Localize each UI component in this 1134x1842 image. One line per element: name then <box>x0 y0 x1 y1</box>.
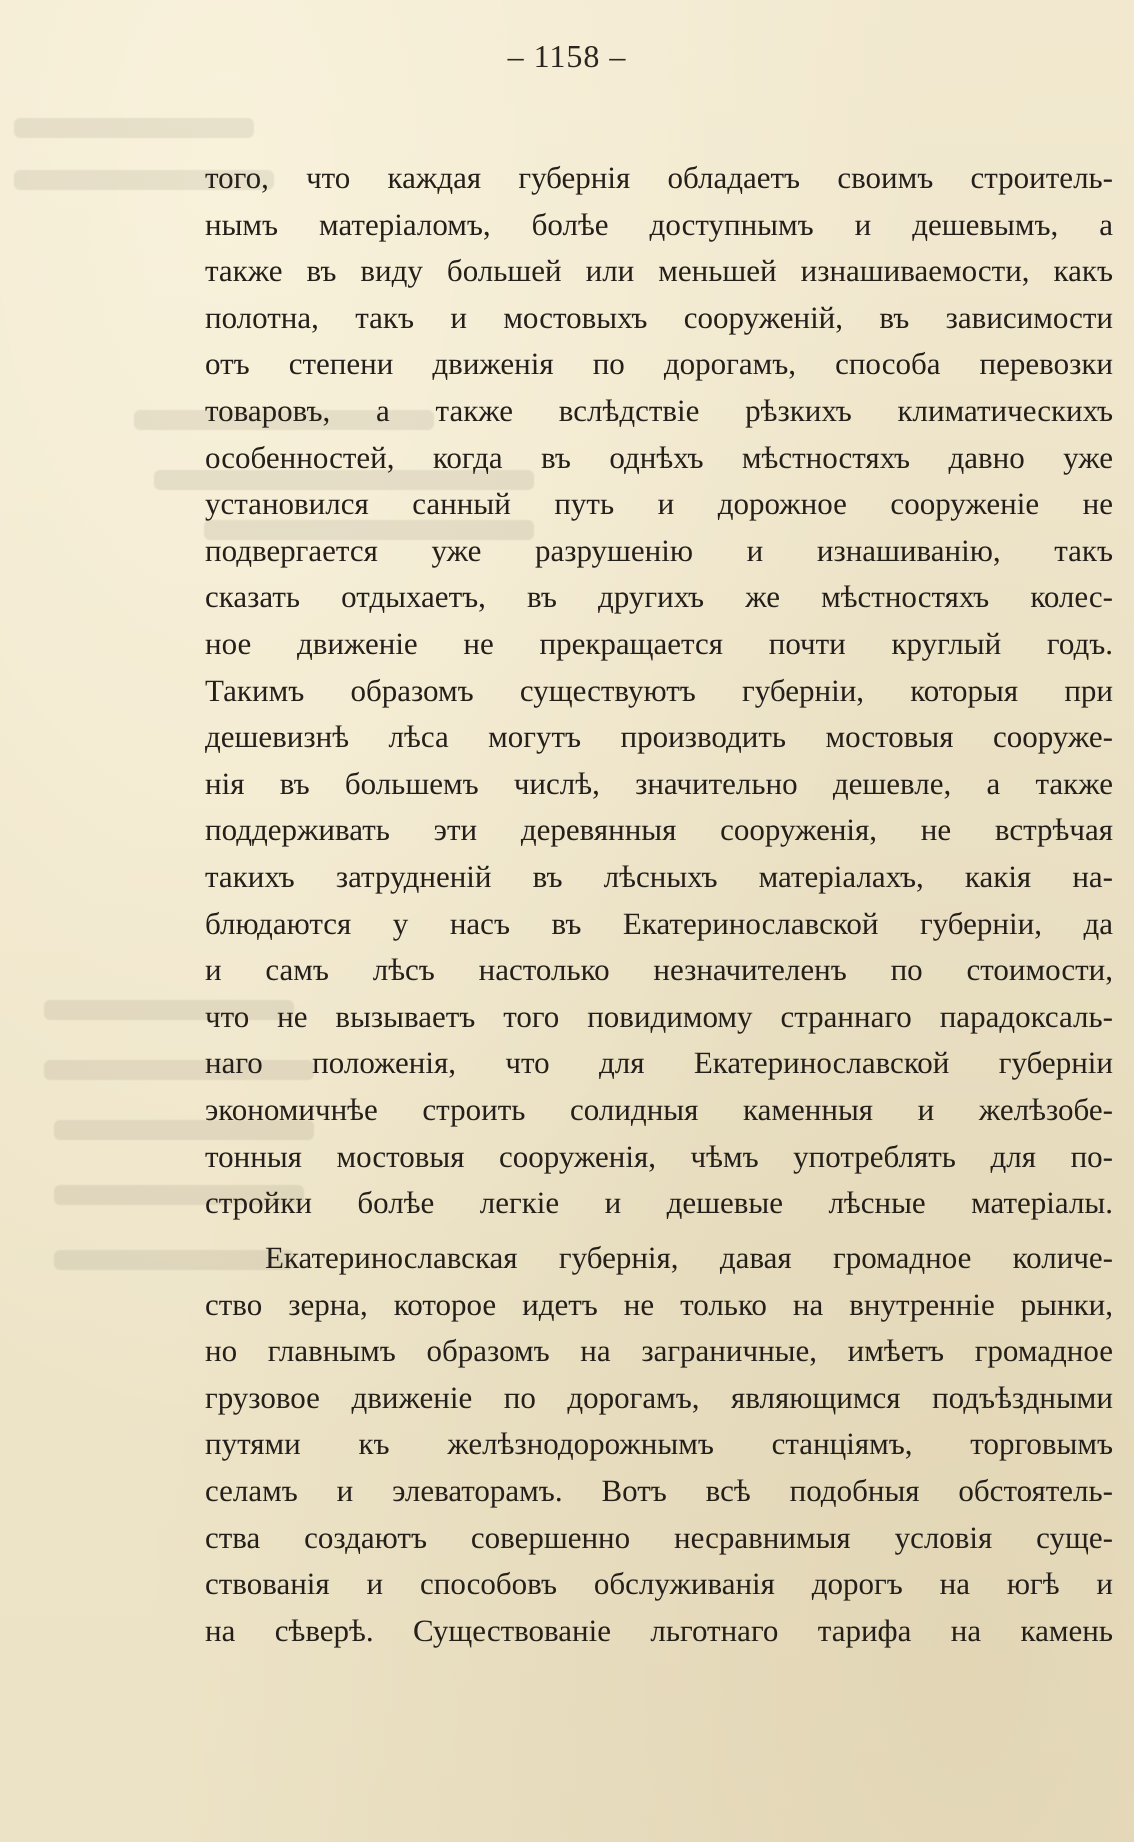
text-line: стройки болѣе легкіе и дешевые лѣсные матеріалы. <box>205 1185 1113 1221</box>
text-line: сказать отдыхаетъ, въ другихъ же мѣстностяхъ колес- <box>205 579 1113 615</box>
text-line: товаровъ, а также вслѣдствіе рѣзкихъ климатическихъ <box>205 393 1113 428</box>
text-line: путями къ желѣзнодорожнымъ станціямъ, торговымъ <box>205 1426 1113 1462</box>
text-line: дешевизнѣ лѣса могутъ производить мостовыя сооруже- <box>205 719 1113 755</box>
text-line: особенностей, когда въ однѣхъ мѣстностяхъ давно уже <box>205 439 1113 475</box>
text-line: того, что каждая губернія обладаетъ своимъ строитель- <box>205 160 1113 195</box>
text-line: ствованія и способовъ обслуживанія дорогъ на югѣ и <box>205 1566 1113 1602</box>
text-line: грузовое движеніе по дорогамъ, являющимся подъѣздными <box>205 1379 1113 1415</box>
text-line: селамъ и элеваторамъ. Вотъ всѣ подобныя обстоятель- <box>205 1473 1113 1508</box>
text-line: подвергается уже разрушенію и изнашиванію, такъ <box>205 532 1113 568</box>
text-line: Такимъ образомъ существуютъ губерніи, которыя при <box>205 672 1113 708</box>
text-line: Екатеринославская губернія, давая громадное количе- <box>265 1240 1113 1275</box>
text-line: экономичнѣе строить солидныя каменныя и желѣзобе- <box>205 1092 1113 1127</box>
text-line: на сѣверѣ. Существованіе льготнаго тарифа на камень <box>205 1612 1113 1648</box>
text-line: ства создаютъ совершенно несравнимыя условія суще- <box>205 1519 1113 1555</box>
page-number: – 1158 – <box>507 38 627 74</box>
text-line: тонныя мостовыя сооруженія, чѣмъ употреблять для по- <box>205 1138 1113 1174</box>
text-line: что не вызываетъ того повидимому страннаго парадоксаль- <box>205 998 1113 1034</box>
text-line: также въ виду большей или меньшей изнашиваемости, какъ <box>205 253 1113 289</box>
text-line: полотна, такъ и мостовыхъ сооруженій, въ зависимости <box>205 299 1113 335</box>
text-line: нія въ большемъ числѣ, значительно дешевле, а также <box>205 765 1113 801</box>
text-line: поддерживать эти деревянныя сооруженія, не встрѣчая <box>205 812 1113 848</box>
text-line: установился санный путь и дорожное сооруженіе не <box>205 486 1113 522</box>
text-line: но главнымъ образомъ на заграничные, имѣетъ громадное <box>205 1333 1113 1369</box>
text-line: нымъ матеріаломъ, болѣе доступнымъ и дешевымъ, а <box>205 206 1113 242</box>
text-line: блюдаются у насъ въ Екатеринославской губерніи, да <box>205 905 1113 941</box>
text-line: наго положенія, что для Екатеринославской губерніи <box>205 1045 1113 1081</box>
text-line: ство зерна, которое идетъ не только на внутренніе рынки, <box>205 1286 1113 1322</box>
text-line: и самъ лѣсъ настолько незначителенъ по стоимости, <box>205 952 1113 988</box>
text-line: такихъ затрудненій въ лѣсныхъ матеріалахъ, какія на- <box>205 859 1113 894</box>
text-line: ное движеніе не прекращается почти круглый годъ. <box>205 626 1113 661</box>
text-line: отъ степени движенія по дорогамъ, способа перевозки <box>205 346 1113 382</box>
